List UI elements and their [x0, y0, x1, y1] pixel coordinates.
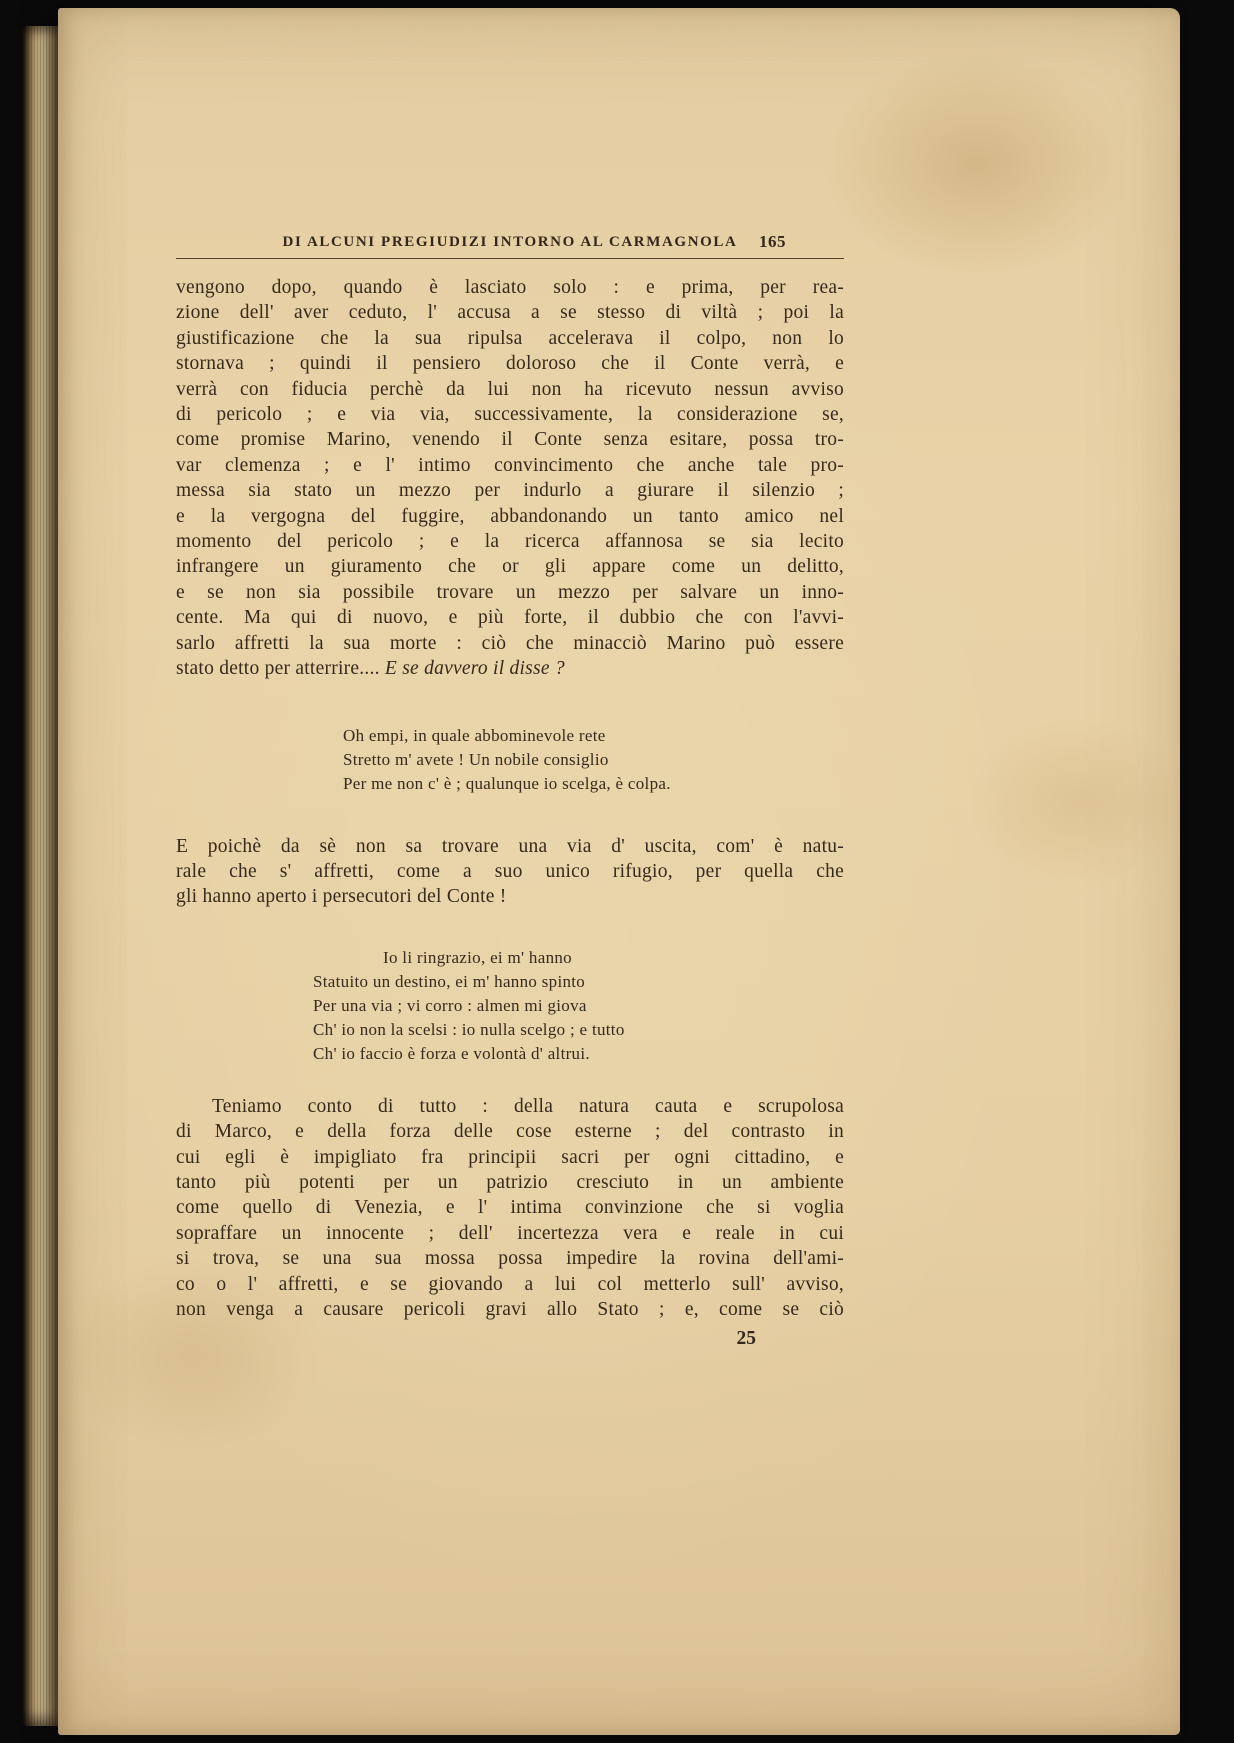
text-line: infrangere un giuramento che or gli appare come un delitto,: [176, 556, 844, 578]
text-line: var clemenza ; e l' intimo convincimento che anche tale pro-: [176, 454, 844, 476]
paragraph-1-last-line: [176, 656, 844, 681]
signature-number: 25: [736, 1328, 756, 1350]
text-line: E poichè da sè non sa trovare una via d' uscita, com' è natu-: [176, 835, 844, 857]
text-line: cente. Ma qui di nuovo, e più forte, il dubbio che con l'avvi-: [176, 607, 844, 629]
text-line: Per me non c' è ; qualunque io scelga, è colpa.: [343, 773, 671, 793]
text-line: Oh empi, in quale abbominevole rete: [343, 725, 606, 745]
paragraph-3: [176, 1094, 844, 1323]
text-line: co o l' affretti, e se giovando a lui col metterlo sull' avviso,: [176, 1273, 844, 1295]
text-line: momento del pericolo ; e la ricerca affannosa se sia lecito: [176, 531, 844, 553]
text-line: Statuito un destino, ei m' hanno spinto: [313, 971, 586, 991]
verse-quote-2: [313, 946, 844, 1066]
text-line: Stretto m' avete ! Un nobile consiglio: [343, 749, 609, 769]
text-line: e la vergogna del fuggire, abbandonando un tanto amico nel: [176, 505, 844, 527]
book-page-edges: [22, 26, 62, 1726]
text-line: verrà con fiducia perchè da lui non ha ricevuto nessun avviso: [176, 378, 844, 400]
text-line: giustificazione che la sua ripulsa accelerava il colpo, non lo: [176, 327, 844, 349]
paragraph-1: [176, 275, 844, 656]
book-page: [58, 8, 1180, 1735]
text-line: messa sia stato un mezzo per indurlo a giurare il silenzio ;: [176, 480, 844, 502]
text-line: come promise Marino, venendo il Conte senza esitare, possa tro-: [176, 429, 844, 451]
text-line: sarlo affretti la sua morte : ciò che minacciò Marino può essere: [176, 632, 844, 654]
text-line: Per una via ; vi corro : almen mi giova: [313, 995, 587, 1015]
text-line: Teniamo conto di tutto : della natura cauta e scrupolosa: [212, 1095, 844, 1117]
text-line: Ch' io non la scelsi : io nulla scelgo ; e tutto: [313, 1019, 625, 1039]
text-line: Io li ringrazio, ei m' hanno: [383, 947, 572, 967]
text-line: come quello di Venezia, e l' intima convinzione che si voglia: [176, 1197, 844, 1219]
text-line: vengono dopo, quando è lasciato solo : e prima, per rea-: [176, 277, 844, 298]
running-header-title: DI ALCUNI PREGIUDIZI INTORNO AL CARMAGNOLA: [282, 234, 738, 250]
text-line: non venga a causare pericoli gravi allo Stato ; e, come se ciò: [176, 1298, 844, 1320]
text-line: zione dell' aver ceduto, l' accusa a se stesso di viltà ; poi la: [176, 302, 844, 324]
text-line: di pericolo ; e via via, successivamente, la considerazione se,: [176, 404, 844, 426]
paragraph-2-last-line: gli hanno aperto i persecutori del Conte !: [176, 886, 507, 908]
text-line: di Marco, e della forza delle cose esterne ; del contrasto in: [176, 1121, 844, 1143]
last-line-roman: stato detto per atterrire....: [176, 658, 385, 680]
page-number: 165: [759, 232, 786, 251]
paragraph-2: [176, 834, 844, 885]
text-line: rale che s' affretti, come a suo unico rifugio, per quella che: [176, 860, 844, 882]
text-column: [176, 234, 844, 1351]
text-line: tanto più potenti per un patrizio cresciuto in un ambiente: [176, 1171, 844, 1193]
text-line: cui egli è impigliato fra principii sacri per ogni cittadino, e: [176, 1146, 844, 1168]
text-line: stornava ; quindi il pensiero doloroso che il Conte verrà, e: [176, 353, 844, 375]
verse-quote-1: [343, 724, 844, 796]
text-line: Ch' io faccio è forza e volontà d' altrui.: [313, 1043, 590, 1063]
text-line: sopraffare un innocente ; dell' incertezza vera e reale in cui: [176, 1222, 844, 1244]
text-line: e se non sia possibile trovare un mezzo per salvare un inno-: [176, 581, 844, 603]
last-line-italic: E se davvero il disse ?: [384, 658, 565, 680]
running-header: [176, 234, 844, 259]
text-line: si trova, se una sua mossa possa impedire la rovina dell'ami-: [176, 1248, 844, 1270]
